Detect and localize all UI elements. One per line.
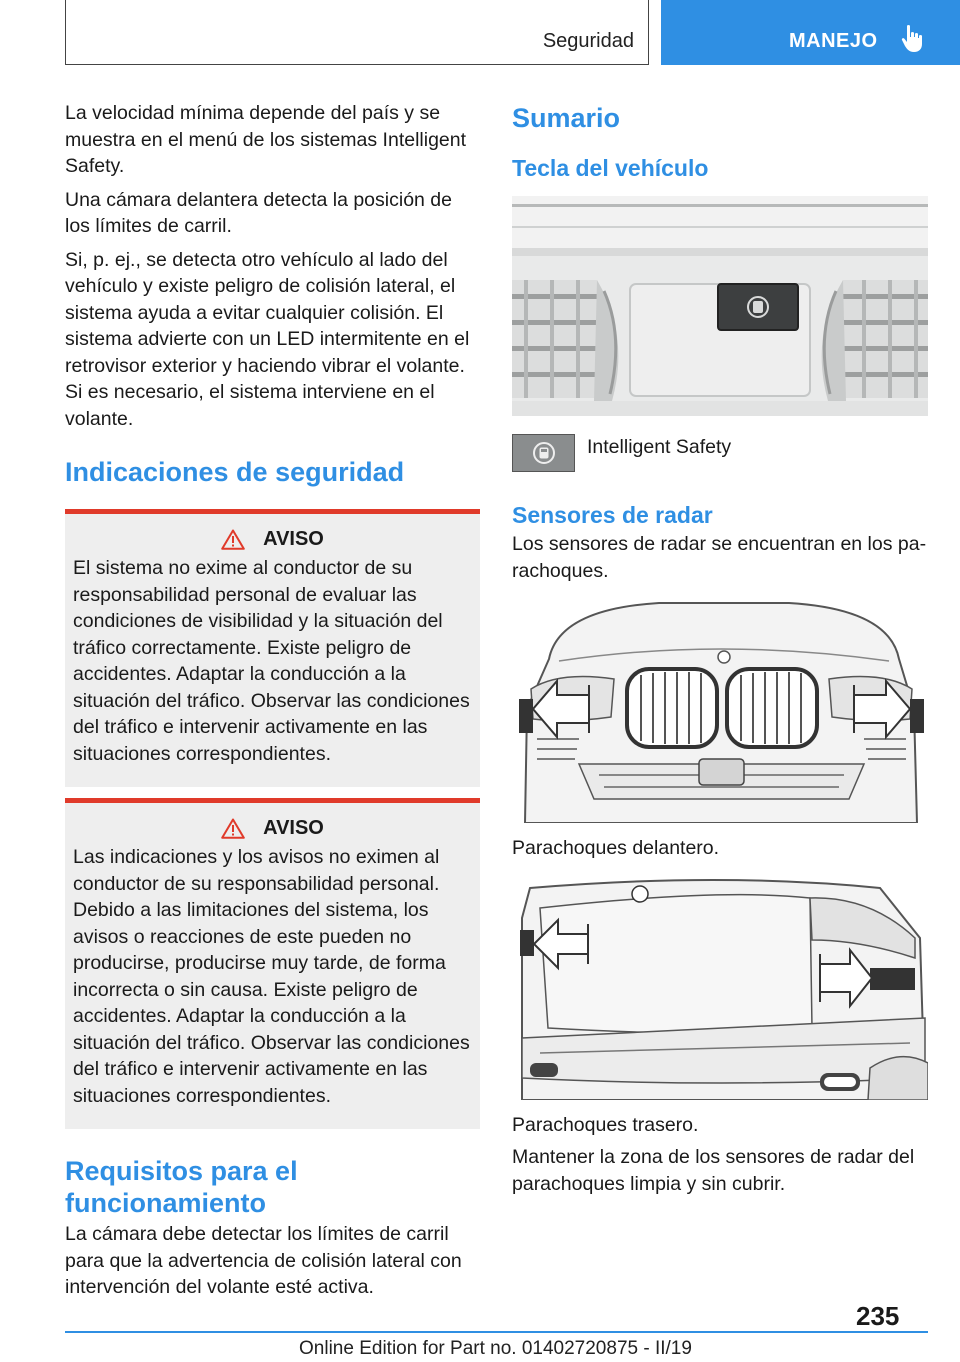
intro-paragraph-3: Si, p. ej., se detecta otro vehículo al lado del vehículo y existe peligro de colisión lateral, el sistema ayuda a evitar cualquier colisión. El sistema advierte con un LED intermitente en el retrovisor exterior y haciendo vibrar el volante. Si es necesario, el sistema interviene en el volante. (65, 248, 470, 430)
warning-title: AVISO (263, 528, 324, 550)
header-section-box (65, 0, 649, 65)
requirements-heading: Requisitos para el funcionamiento (65, 1156, 298, 1218)
dashboard-button-image (512, 196, 928, 416)
intelligent-safety-key-icon (512, 434, 575, 472)
left-column (65, 100, 480, 1308)
vehicle-key-heading: Tecla del vehículo (512, 155, 709, 181)
warning-box-1 (65, 509, 480, 787)
front-bumper-image (519, 599, 924, 823)
footer-edition-text: Online Edition for Part no. 01402720875 - II/19 (299, 1338, 692, 1359)
warning-text: Las indicaciones y los avisos no eximen al conductor de su responsabilidad personal. Debido a las limitaciones del sistema, los avisos o reacciones de este pueden no producirse, producirse muy tarde, de forma incorrecta o sin causa. Existe peligro de accidentes. Adaptar la conducción a la situación del tráfico. Observar las condiciones del tráfico e intervenir activamente en las situaciones correspondientes. (73, 846, 470, 1107)
requirements-text: La cámara debe detectar los límites de carril para que la advertencia de colisión lateral con intervención del volante esté activa. (65, 1223, 462, 1298)
warning-triangle-icon (221, 818, 245, 839)
warning-text: El sistema no exime al conductor de su responsabilidad personal de evaluar las condiciones de visibilidad y la situación del tráfico correctamente. Existe peligro de accidentes. Adaptar la conducción a la situación del tráfico. Observar las condiciones del tráfico e intervenir activamente en las situaciones correspondientes. (73, 557, 470, 765)
rear-bumper-caption: Parachoques trasero. (512, 1114, 699, 1136)
footer-divider (65, 1331, 928, 1333)
safety-heading: Indicaciones de seguridad (65, 457, 405, 487)
section-title: Seguridad (542, 30, 634, 52)
chapter-tab-manejo[interactable] (661, 0, 960, 65)
maintenance-text: Mantener la zona de los sensores de radar del parachoques limpia y sin cubrir. (512, 1146, 915, 1195)
intro-paragraph-1: La velocidad mínima depende del país y se muestra en el menú de los sistemas Intelligent Safety. (65, 102, 467, 177)
chapter-tab-label: MANEJO (789, 30, 878, 52)
key-label: Intelligent Safety (587, 436, 732, 458)
intro-paragraph-2: Una cámara delantera detecta la posición de los límites de carril. (65, 188, 452, 237)
warning-box-2 (65, 798, 480, 1129)
warning-header (73, 817, 472, 840)
page-number: 235 (856, 1301, 900, 1331)
warning-title: AVISO (263, 817, 324, 839)
summary-heading: Sumario (512, 103, 621, 133)
radar-text: Los sensores de radar se encuentran en los parachoques. (512, 533, 927, 582)
warning-header (73, 528, 472, 551)
right-column (512, 100, 928, 1204)
warning-triangle-icon (221, 529, 245, 550)
key-legend (512, 434, 928, 472)
front-bumper-caption: Parachoques delantero. (512, 837, 720, 859)
radar-heading: Sensores de radar (512, 502, 713, 528)
rear-bumper-image (520, 878, 928, 1100)
hand-pointer-icon (901, 24, 925, 54)
